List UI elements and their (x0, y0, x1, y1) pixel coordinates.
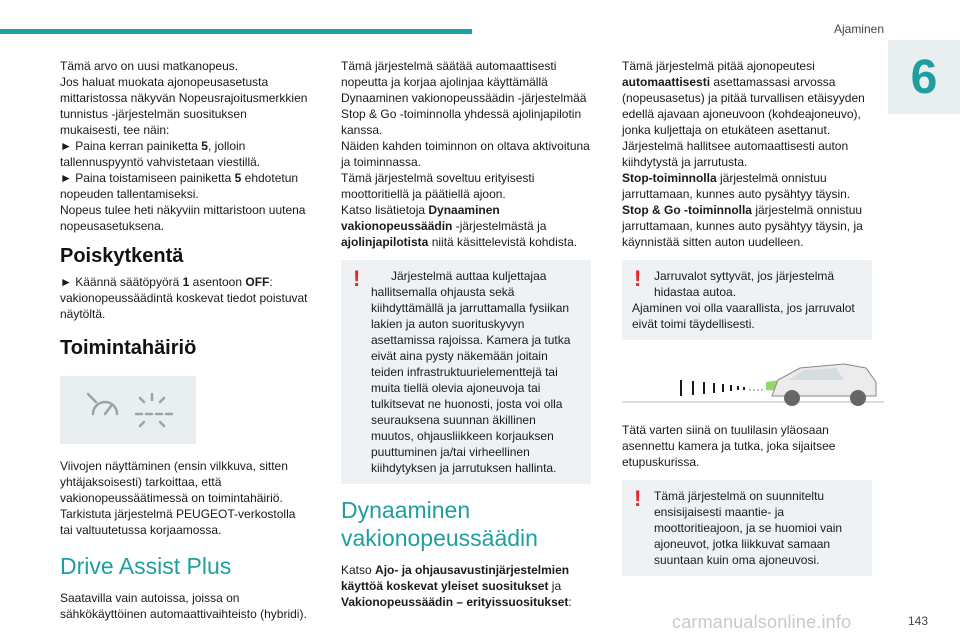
chapter-number: 6 (910, 50, 938, 104)
warning-text: Jarruvalot syttyvät, jos järjestelmä hidastaa autoa. (654, 269, 835, 299)
speedometer-fault-icon (60, 376, 196, 444)
p2: Näiden kahden toiminnon on oltava aktivoituna ja toiminnassa. (341, 139, 590, 169)
exclamation-icon: ! (634, 486, 642, 511)
poiskytkenta-text: ► Käännä säätöpyörä 1 asentoon OFF: vakionopeussäädintä koskevat tiedot poistuvat näytöltä. (60, 275, 308, 321)
warning-text: Järjestelmä auttaa kuljettajaa hallitsemalla ohjausta sekä kiihdyttämällä ja jarruttamalla fysiikan lakien ja auton suorituskyvyn asettamissa rajoissa. Kamera ja tutka eivät aina pysty näkemään joitain teiden infrastruktuurielementtejä tai muita tiellä olevia ajoneuvoja tai tulkitsevat ne huonosti, josta voi olla seurauksena suunnan äkillinen muutos, ohjausliikkeen korjauksen puuttuminen ja/tai virheellinen kiihdytyksen ja jarrutuksen hallinta. (371, 269, 571, 475)
p1: Tämä järjestelmä säätää automaattisesti nopeutta ja korjaa ajolinjaa käyttämällä Dynaaminen vakionopeussäädin -järjestelmää Stop & Go -toiminnolla yhdessä ajolinjapilotin kanssa. (341, 59, 587, 137)
section-title: Ajaminen (833, 22, 884, 36)
fault-text: Viivojen näyttäminen (ensin vilkkuva, sitten yhtäjaksoisesti) tarkoittaa, että vakionopeussäätimessä on toimintahäiriö. Tarkistuta järjestelmä PEUGEOT-verkostolla tai valtuutetussa korjaamossa. (60, 459, 296, 537)
watermark: carmanualsonline.info (672, 612, 852, 632)
p4: Katso lisätietoja Dynaaminen vakionopeussäädin -järjestelmästä ja ajolinjapilotista niitä käsittelevistä kohdista. (341, 203, 578, 249)
column-1 (60, 58, 310, 622)
warning-text: Tämä järjestelmä on suunniteltu ensisijaisesti maantie- ja moottoritieajoon, ja se huomioi vain ajoneuvot, jotka liikkuvat samaan suuntaan kuin oma ajoneuvosi. (654, 489, 843, 567)
column-3 (622, 58, 872, 576)
closing-text: Nopeus tulee heti näkyviin mittaristoon uutena nopeusasetuksena. (60, 203, 306, 233)
dashed-lines-icon (136, 394, 172, 426)
car-radar-illustration (622, 354, 884, 408)
reference-text: Katso Ajo- ja ohjausavustinjärjestelmien käyttöä koskevat yleiset suositukset ja Vakionopeussäädin – erityissuositukset: (341, 563, 572, 609)
step-2: ► Paina toistamiseen painiketta 5 ehdotetun nopeuden tallentamiseksi. (60, 171, 299, 201)
heading-toimintahairio: Toimintahäiriö (60, 337, 197, 359)
p3: Stop-toiminnolla järjestelmä onnistuu jarruttamaan, kunnes auto pysähtyy täysin. (622, 171, 851, 201)
chapter-tab (888, 40, 960, 114)
exclamation-icon: ! (634, 266, 642, 291)
warning-text-rest: Ajaminen voi olla vaarallista, jos jarruvalot eivät toimi täydellisesti. (632, 301, 855, 331)
heading-dynamic-cruise: Dynaaminen vakionopeussäädin (341, 497, 538, 551)
exclamation-icon: ! (353, 266, 361, 291)
column-2 (341, 58, 591, 610)
intro-line: Tämä arvo on uusi matkanopeus. (60, 59, 239, 73)
heading-poiskytkenta: Poiskytkentä (60, 245, 184, 267)
step-1: ► Paina kerran painiketta 5, jolloin tallennuspyyntö vahvistetaan viestillä. (60, 139, 261, 169)
intro-line: Jos haluat muokata ajonopeusasetusta mittaristossa näkyvän Nopeusrajoitusmerkkien tunnistus -järjestelmän suosituksen mukaisesti, tee näin: (60, 75, 308, 137)
camera-text: Tätä varten siinä on tuulilasin yläosaan asennettu kamera ja tutka, joka sijaitsee etupuskurissa. (622, 423, 836, 469)
page-number: 143 (907, 614, 928, 628)
warning-box-2 (622, 480, 872, 576)
warning-box-1 (622, 260, 872, 340)
heading-drive-assist: Drive Assist Plus (60, 553, 232, 579)
warning-box (341, 260, 591, 484)
p4: Stop & Go -toiminnolla järjestelmä onnistuu jarruttamaan, kunnes auto pysähtyy täysin, ja käynnistää sitten auton uudelleen. (622, 203, 863, 249)
p2: Järjestelmä hallitsee automaattisesti auton kiihdytystä ja jarrutusta. (622, 139, 849, 169)
fault-illustration (60, 376, 196, 444)
p1: Tämä järjestelmä pitää ajonopeutesi automaattisesti asettamassasi arvossa (nopeusasetus) ja pitää turvallisen etäisyyden edellä ajavaan ajoneuvoon (kohdeajoneuvo), jonka kuljettaja on etukäteen asettanut. (622, 59, 865, 137)
p3: Tämä järjestelmä soveltuu erityisesti moottoritiellä ja päätiellä ajoon. (341, 171, 535, 201)
drive-assist-text: Saatavilla vain autoissa, joissa on sähkökäyttöinen automaattivaihteisto (hybridi). (60, 591, 307, 621)
top-accent-bar (0, 29, 472, 34)
